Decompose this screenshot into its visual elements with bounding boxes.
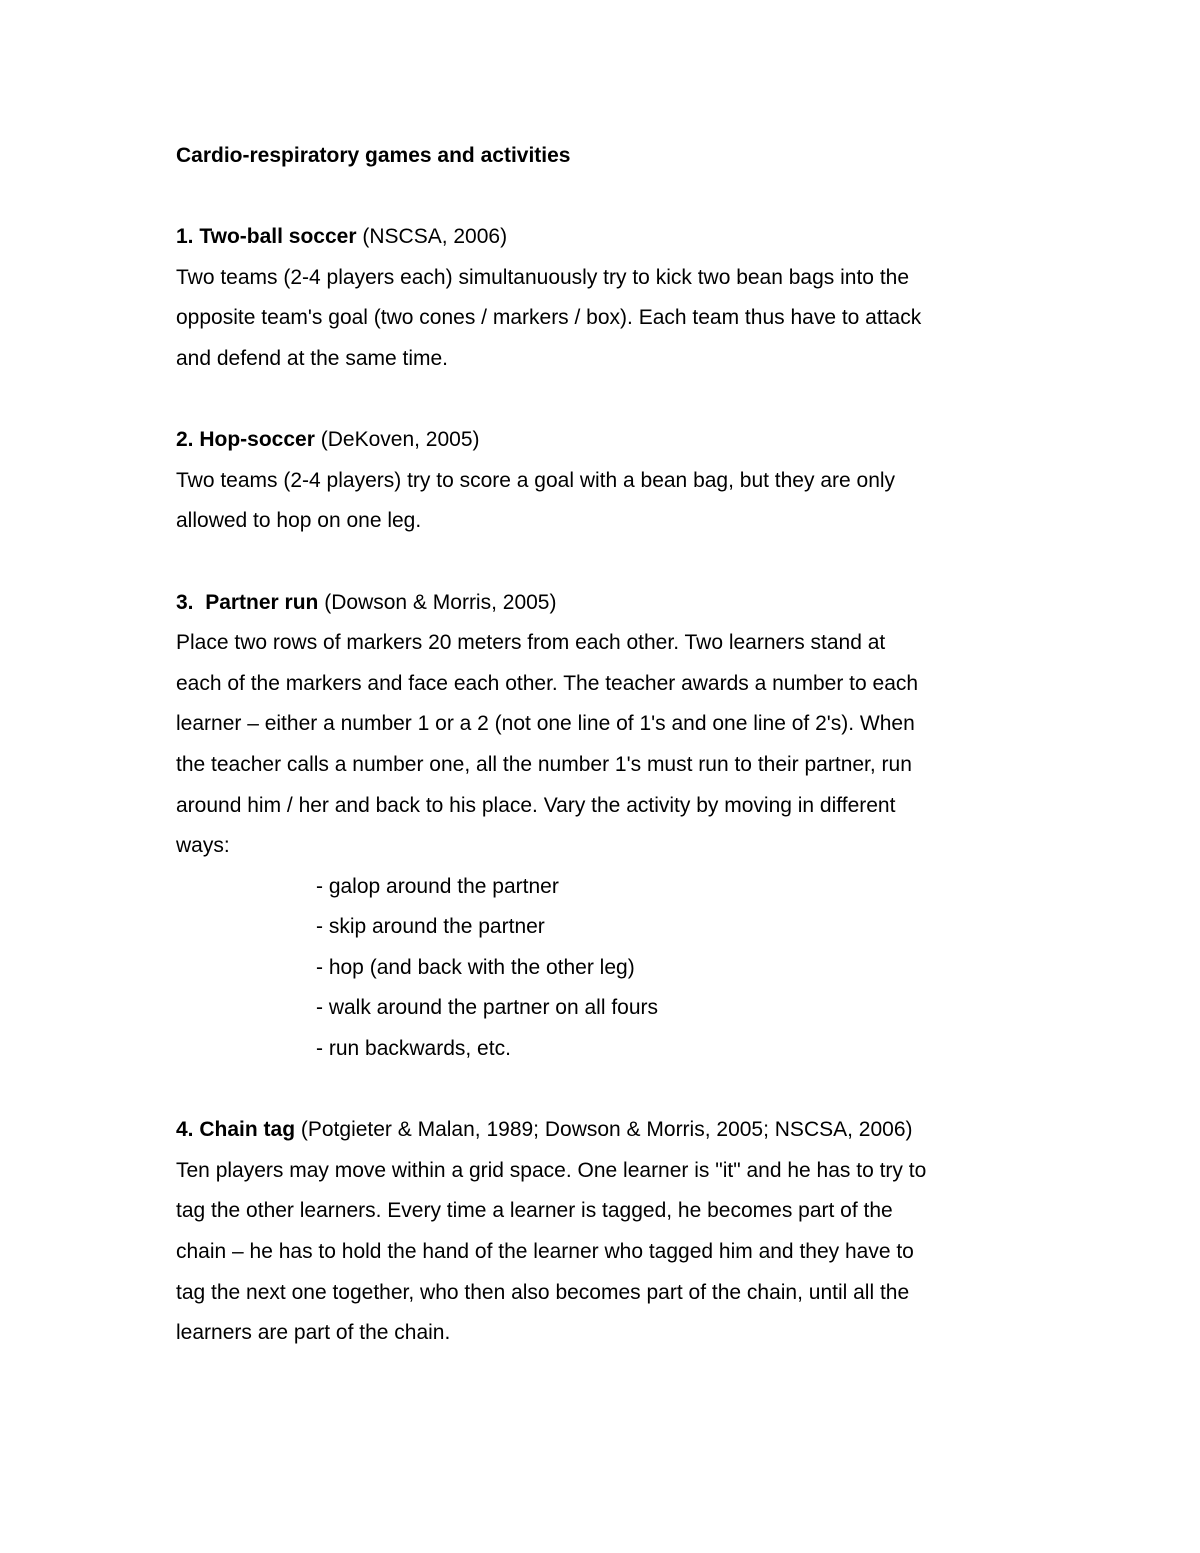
section-name: Two-ball soccer — [199, 225, 357, 249]
document-title: Cardio-respiratory games and activities — [176, 144, 571, 167]
list-item: - walk around the partner on all fours — [316, 996, 659, 1020]
paragraph-line: Place two rows of markers 20 meters from each other. Two learners stand at — [176, 631, 886, 655]
spacer — [176, 542, 1036, 583]
section-number: 4. — [176, 1118, 194, 1142]
spacer — [176, 380, 1036, 421]
list-item: - run backwards, etc. — [316, 1037, 511, 1061]
paragraph-line: allowed to hop on one leg. — [176, 509, 422, 533]
paragraph-line: and defend at the same time. — [176, 346, 449, 370]
section-chain-tag — [176, 1110, 1036, 1354]
paragraph-line: the teacher calls a number one, all the number 1's must run to their partner, run — [176, 752, 912, 776]
spacer — [176, 1070, 1036, 1111]
section-partner-run — [176, 583, 1036, 1070]
section-citation: (Potgieter & Malan, 1989; Dowson & Morris, 2005; NSCSA, 2006) — [300, 1118, 913, 1142]
paragraph-line: learners are part of the chain. — [176, 1321, 451, 1345]
section-name: Hop-soccer — [199, 428, 315, 452]
section-heading — [176, 217, 1036, 258]
section-number: 2. — [176, 428, 194, 452]
section-citation: (DeKoven, 2005) — [320, 428, 480, 452]
section-citation: (NSCSA, 2006) — [362, 225, 508, 249]
paragraph-line: Two teams (2-4 players each) simultanuously try to kick two bean bags into the — [176, 265, 910, 289]
section-hop-soccer — [176, 420, 1036, 542]
paragraph-line: around him / her and back to his place. Vary the activity by moving in different — [176, 793, 896, 817]
paragraph-line: tag the next one together, who then also becomes part of the chain, until all the — [176, 1280, 910, 1304]
section-citation: (Dowson & Morris, 2005) — [324, 590, 557, 614]
list-item: - galop around the partner — [316, 874, 559, 898]
section-name: Partner run — [205, 590, 319, 614]
section-name: Chain tag — [199, 1118, 296, 1142]
section-number: 1. — [176, 225, 194, 249]
list-item: - hop (and back with the other leg) — [316, 955, 635, 979]
section-heading — [176, 1110, 1036, 1151]
section-heading — [176, 583, 1036, 624]
section-heading — [176, 420, 1036, 461]
spacer — [176, 177, 1036, 218]
paragraph-line: Ten players may move within a grid space. One learner is "it" and he has to try to — [176, 1158, 927, 1182]
paragraph-line: opposite team's goal (two cones / markers / box). Each team thus have to attack — [176, 306, 922, 330]
paragraph-line: learner – either a number 1 or a 2 (not one line of 1's and one line of 2's). When — [176, 712, 915, 736]
paragraph-line: chain – he has to hold the hand of the learner who tagged him and they have to — [176, 1240, 914, 1264]
section-number: 3. — [176, 590, 194, 614]
paragraph-line: ways: — [176, 834, 230, 858]
paragraph-line: each of the markers and face each other. The teacher awards a number to each — [176, 671, 919, 695]
paragraph-line: Two teams (2-4 players) try to score a goal with a bean bag, but they are only — [176, 468, 896, 492]
document-page — [176, 136, 1036, 1354]
list-item: - skip around the partner — [316, 915, 545, 939]
paragraph-line: tag the other learners. Every time a learner is tagged, he becomes part of the — [176, 1199, 893, 1223]
section-two-ball-soccer — [176, 217, 1036, 379]
